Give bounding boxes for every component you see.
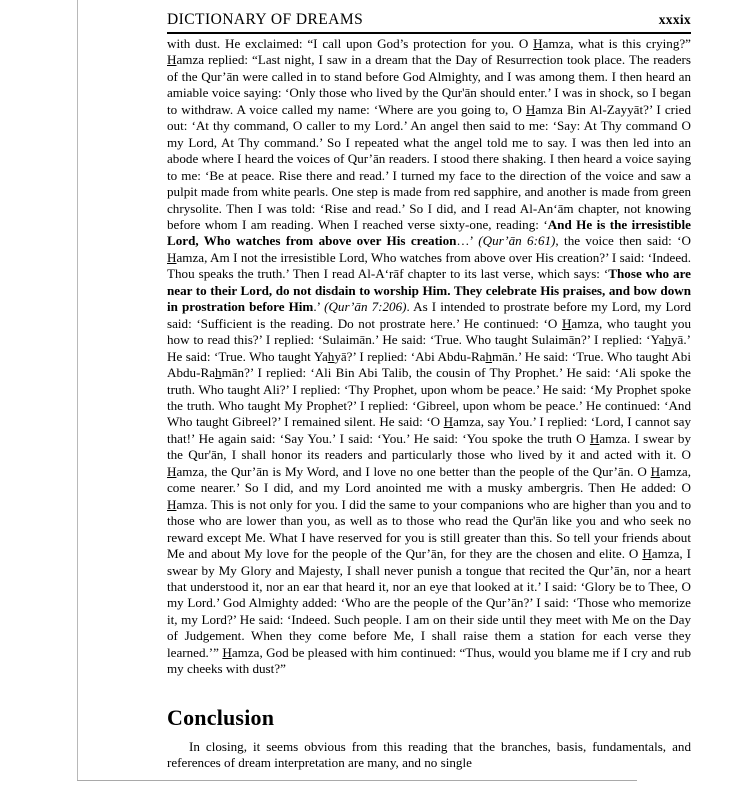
- text-column: [167, 36, 691, 772]
- transliteration-h: h: [485, 348, 493, 364]
- text-run: . As I intended to prostrate before my Lord, my Lord said: ‘Sufficient is the reading. Do not prostrate here.’ He continued: ‘O: [167, 299, 692, 331]
- text-run: amza. This is not only for you. I did the same to your companions who are higher than you and to those who are lower than you, as well as to those who read the Qur'ān like you and who seek no reward except Me. What I have reserved for you is still greater than this. So tell your friends about Me and about My love for the people of the Qur’ān, for they are the chosen and elite. O: [167, 496, 691, 562]
- text-run: yā.’ He said: ‘True. Who taught Ya: [167, 332, 691, 364]
- conclusion-paragraph: In closing, it seems obvious from this reading that the branches, basis, fundamentals, and references of dream interpretation are many, and no single: [167, 738, 691, 771]
- text-run: yā?’ I replied: ‘Abi Abdu-Ra: [334, 348, 486, 364]
- transliteration-h: H: [167, 249, 177, 265]
- transliteration-h: H: [561, 315, 572, 331]
- transliteration-h: H: [533, 36, 543, 51]
- text-run: amza replied: “Last night, I saw in a dream that the Day of Resurrection took place. The readers of the Qur’ān were called in to stand before God Almighty, and I was among them. I then heard an amiable voice saying: ‘Only those who lived by the Qur'ān should enter.’ I was in shock, so I began to withdraw. A voice called my name: ‘Where are you going to, O: [167, 52, 691, 117]
- header-rule: [167, 32, 691, 34]
- page-edge-line-vertical: [77, 0, 78, 781]
- page-number: xxxix: [658, 12, 691, 27]
- transliteration-h: H: [589, 430, 600, 446]
- text-run: …’: [456, 233, 479, 249]
- transliteration-h: H: [167, 52, 177, 68]
- text-run: amza, come nearer.’ So I did, and my Lord anointed me with a musky ambergris. Then He added: O: [167, 463, 691, 496]
- text-run: amza, Am I not the irresistible Lord, Who watches from above over His creation?’ I said: ‘Indeed. Thou speaks the truth.’ Then I read Al-A‘rāf chapter to its last verse, which says: ‘: [167, 249, 691, 282]
- text-run: , the voice then said: ‘O: [555, 233, 691, 249]
- page-edge-line-horizontal: [77, 780, 637, 781]
- transliteration-h: h: [215, 365, 222, 381]
- text-run: .’: [313, 299, 325, 315]
- text-run: amza. I swear by the Qur'ān, I shall honor its readers and particularly those who lived by it and acted with it. O: [167, 430, 692, 463]
- transliteration-h: H: [443, 414, 454, 430]
- text-run: amza, the Qur’ān is My Word, and I love no one better than the people of the Qur’ān. O: [176, 463, 651, 479]
- transliteration-h: H: [167, 496, 177, 512]
- body-paragraph: [167, 36, 691, 678]
- running-head-title: DICTIONARY OF DREAMS: [167, 11, 364, 28]
- text-run: amza Bin Al-Zayyāt?’ I cried out: ‘At thy command, O caller to my Lord.’ An angel then said to me: ‘Say: At Thy command O my Lord, At Thy command.’ So I repeated what the angel told me to say. I was then led into an abode where I heard the voices of Qur’ān readers. I stood there shaking. I then heard a voice saying to me: ‘Be at peace. Rise there and read.’ I turned my face to the direction of the voice and saw a pulpit made from white pearls. One step is made from red sapphire, and another is made from green chrysolite. Then I was told: ‘Rise and read.’ So I did, and I read Al-An‘ām chapter, not knowing before whom I am reading. When I reached verse sixty-one, reading: ‘: [167, 101, 691, 232]
- transliteration-h: H: [525, 101, 536, 117]
- text-run: amza, what is this crying?”: [542, 36, 691, 51]
- transliteration-h: H: [642, 546, 652, 562]
- text-run: amza, God be pleased with him continued: “Thus, would you blame me if I cry and rub my cheeks with dust?”: [167, 644, 691, 677]
- quran-citation: (Qur’ān 7:206): [324, 299, 407, 315]
- running-head: [167, 11, 691, 29]
- text-run: amza, who taught you how to read this?’ I replied: ‘Sulaimān.’ He said: ‘True. Who taught Sulaimān?’ I replied: ‘Ya: [167, 315, 691, 348]
- text-run: with dust. He exclaimed: “I call upon God’s protection for you. O: [167, 36, 534, 51]
- transliteration-h: H: [650, 463, 661, 479]
- text-run: mān.’ He said: ‘True. Who taught Abi Abdu-Ra: [167, 348, 691, 381]
- text-run: amza, say You.’ I replied: ‘Lord, I cannot say that!’ He again said: ‘Say You.’ I said: ‘You.’ He said: ‘You spoke the truth O: [167, 414, 691, 446]
- transliteration-h: h: [664, 332, 671, 348]
- quran-quote: And He is the irresistible Lord, Who watches from above over His creation: [167, 216, 691, 249]
- text-run: mān?’ I replied: ‘Ali Bin Abi Talib, the cousin of Thy Prophet.’ He said: ‘Ali spoke the truth. Who taught Ali?’ I replied: ‘Thy Prophet, upon whom be peace.’ He said: ‘My Prophet spoke the truth. Who taught My Prophet?’ I replied: ‘Gibreel, upon whom be peace.’ He continued: ‘And Who taught Gibreel?’ I remained silent. He said: ‘O: [167, 365, 691, 430]
- transliteration-h: H: [167, 463, 177, 479]
- section-heading: Conclusion: [167, 704, 275, 730]
- quran-quote: Those who are near to their Lord, do not disdain to worship Him. They celebrate His praises, and bow down in prostration before Him: [167, 266, 691, 315]
- conclusion-section: [167, 705, 691, 772]
- text-run: amza, I swear by My Glory and Majesty, I shall never punish a tongue that recited the Qur’ān, nor a heart that understood it, nor an ear that heard it, nor an eye that looked at it.’ I said: ‘Glory be to Thee, O my Lord.’ God Almighty added: ‘Who are the people of the Qur’ān?’ I said: ‘Those who memorize it, my Lord?’ He said: ‘Indeed. Such people. I am on their side until they meet with Me on the Day of Judgement. When they come before Me, I shall raise them a station for each verse they learned.’”: [167, 546, 691, 660]
- quran-citation: (Qur’ān 6:61): [478, 233, 556, 249]
- transliteration-h: h: [327, 348, 335, 364]
- transliteration-h: H: [222, 644, 232, 660]
